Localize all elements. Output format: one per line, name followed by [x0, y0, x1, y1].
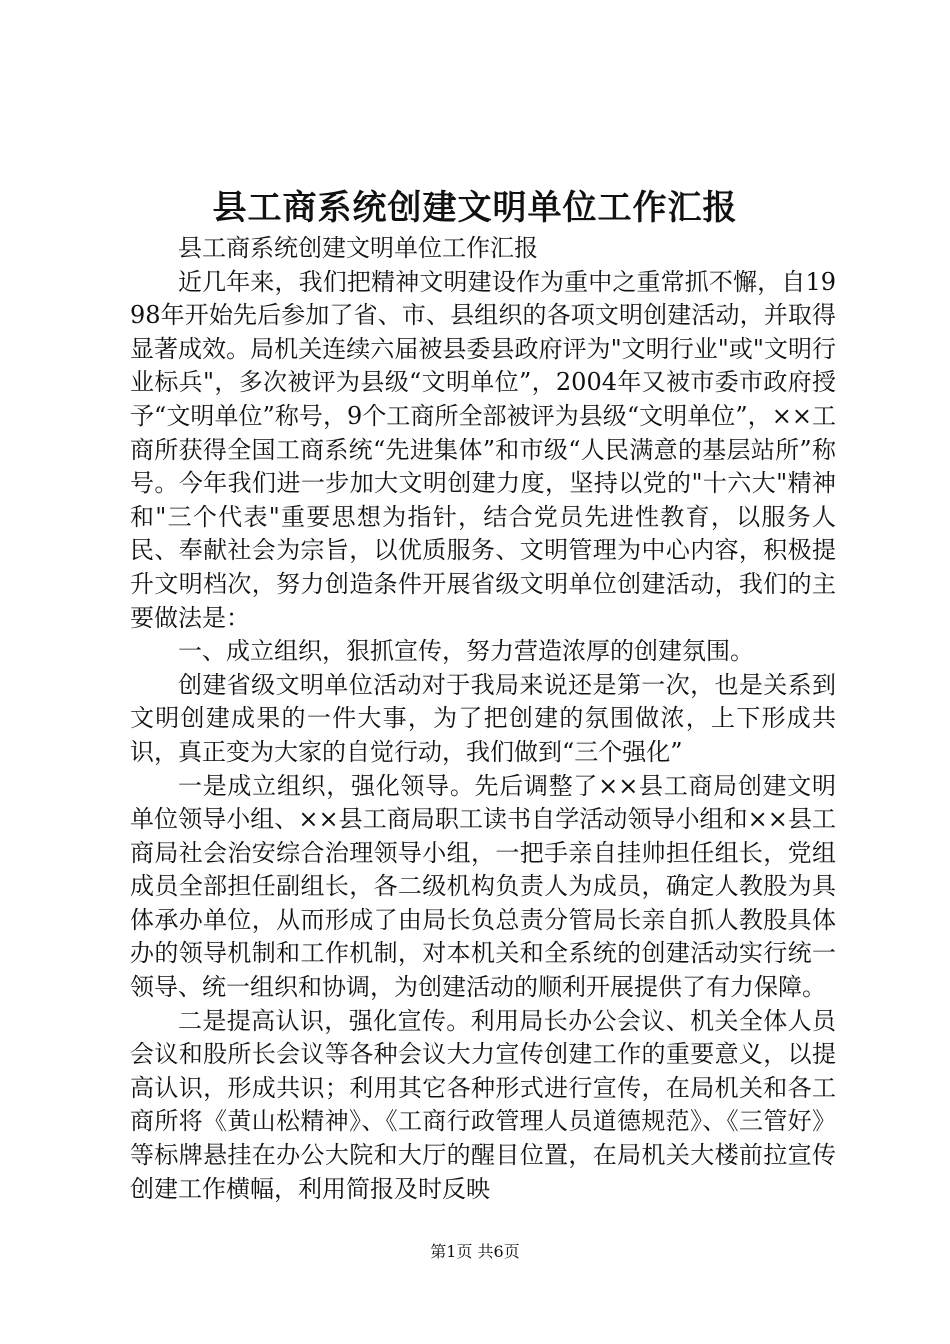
body-paragraph-3: 创建省级文明单位活动对于我局来说还是第一次，也是关系到文明创建成果的一件大事，为了把创建的氛围做浓，上下形成共识，真正变为大家的自觉行动，我们做到“三个强化”	[130, 670, 836, 766]
document-title: 县工商系统创建文明单位工作汇报	[212, 188, 738, 228]
document-body	[130, 232, 836, 1206]
page-number-footer: 第1页 共6页	[430, 1242, 520, 1261]
body-paragraph-4: 一是成立组织，强化领导。先后调整了××县工商局创建文明单位领导小组、××县工商局职工读书自学活动领导小组和××县工商局社会治安综合治理领导小组，一把手亲自挂帅担任组长，党组成员全部担任副组长，各二级机构负责人为成员，确定人教股为具体承办单位，从而形成了由局长负总责分管局长亲自抓人教股具体办的领导机制和工作机制，对本机关和全系统的创建活动实行统一领导、统一组织和协调，为创建活动的顺利开展提供了有力保障。	[130, 771, 836, 1002]
body-paragraph-5: 二是提高认识，强化宣传。利用局长办公会议、机关全体人员会议和股所长会议等各种会议大力宣传创建工作的重要意义，以提高认识，形成共识；利用其它各种形式进行宣传，在局机关和各工商所将《黄山松精神》、《工商行政管理人员道德规范》、《三管好》等标牌悬挂在办公大院和大厅的醒目位置，在局机关大楼前拉宣传创建工作横幅，利用简报及时反映	[130, 1006, 836, 1203]
body-paragraph-intro: 近几年来，我们把精神文明建设作为重中之重常抓不懈，自1998年开始先后参加了省、市、县组织的各项文明创建活动，并取得显著成效。局机关连续六届被县委县政府评为"文明行业"或"文明行业标兵"，多次被评为县级“文明单位”，2004年又被市委市政府授予“文明单位”称号，9个工商所全部被评为县级“文明单位”，××工商所获得全国工商系统“先进集体”和市级“人民满意的基层站所”称号。今年我们进一步加大文明创建力度，坚持以党的"十六大"精神和"三个代表"重要思想为指针，结合党员先进性教育，以服务人民、奉献社会为宗旨，以优质服务、文明管理为中心内容，积极提升文明档次，努力创造条件开展省级文明单位创建活动，我们的主要做法是：	[130, 267, 836, 632]
body-paragraph-subtitle: 县工商系统创建文明单位工作汇报	[178, 234, 538, 262]
section-heading-1: 一、成立组织，狠抓宣传，努力营造浓厚的创建氛围。	[178, 637, 754, 666]
